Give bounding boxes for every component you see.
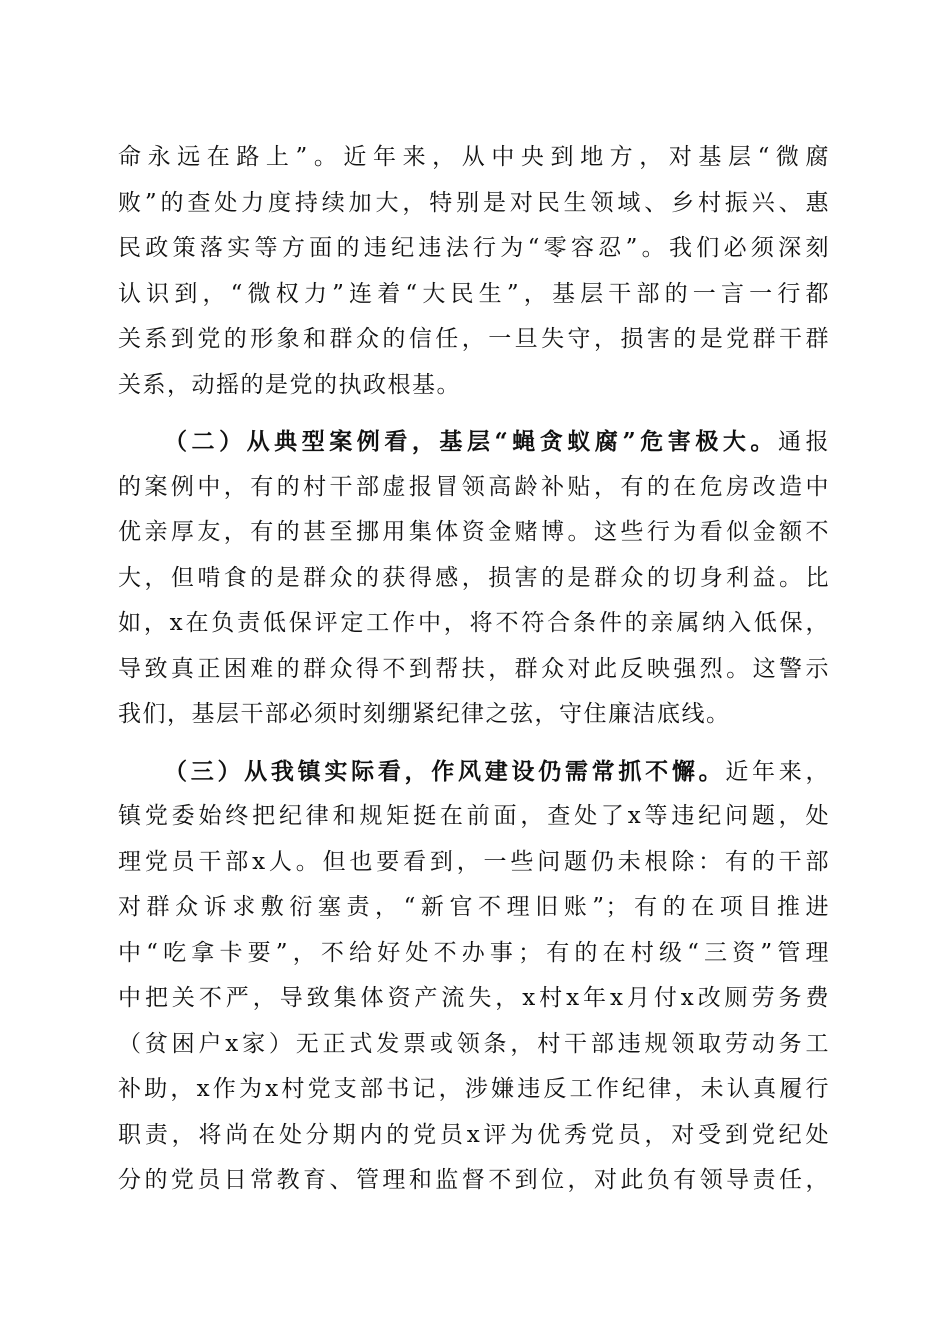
text-line-first [118, 419, 830, 465]
text-line: 中把关不严，导致集体资产流失，x村x年x月付x改厕劳务费 [118, 985, 830, 1011]
text-line: 大，但啃食的是群众的获得感，损害的是群众的切身利益。比 [118, 564, 830, 591]
document-body [118, 135, 830, 1204]
text-line: 镇党委始终把纪律和规矩挺在前面，查处了x等违纪问题，处 [118, 803, 830, 829]
text-line: 中“吃拿卡要”，不给好处不办事；有的在村级“三资”管理 [118, 939, 830, 966]
text-line: 命永远在路上”。近年来，从中央到地方，对基层“微腐 [118, 144, 830, 170]
text-line-first [118, 749, 830, 795]
text-line: （贫困户x家）无正式发票或领条，村干部违规领取劳动务工 [118, 1030, 830, 1057]
text-run: 通报 [777, 429, 830, 455]
paragraph-2 [118, 419, 830, 738]
section-heading-2: （二）从典型案例看，基层“蝇贪蚁腐”危害极大。 [164, 428, 778, 455]
text-line: 我们，基层干部必须时刻绷紧纪律之弦，守住廉洁底线。 [118, 701, 731, 727]
text-line: 对群众诉求敷衍塞责，“新官不理旧账”；有的在项目推进 [118, 894, 830, 920]
paragraph-1 [118, 135, 830, 408]
text-line: 关系到党的形象和群众的信任，一旦失守，损害的是党群干群 [118, 326, 830, 352]
text-line: 认识到，“微权力”连着“大民生”，基层干部的一言一行都 [118, 280, 830, 307]
text-line: 关系，动摇的是党的执政根基。 [118, 371, 461, 398]
text-line: 民政策落实等方面的违纪违法行为“零容忍”。我们必须深刻 [118, 235, 830, 261]
text-line: 败”的查处力度持续加大，特别是对民生领域、乡村振兴、惠 [118, 189, 830, 216]
text-line: 的案例中，有的村干部虚报冒领高龄补贴，有的在危房改造中 [118, 473, 830, 500]
text-run: 近年来， [725, 758, 831, 785]
text-line: 优亲厚友，有的甚至挪用集体资金赌博。这些行为看似金额不 [118, 519, 830, 545]
text-line: 补助，x作为x村党支部书记，涉嫌违反工作纪律，未认真履行 [118, 1076, 830, 1102]
text-line: 职责，将尚在处分期内的党员x评为优秀党员，对受到党纪处 [118, 1121, 830, 1148]
text-line: 理党员干部x人。但也要看到，一些问题仍未根除：有的干部 [118, 848, 830, 875]
text-line: 导致真正困难的群众得不到帮扶，群众对此反映强烈。这警示 [118, 655, 830, 682]
section-heading-3: （三）从我镇实际看，作风建设仍需常抓不懈。 [164, 757, 726, 785]
paragraph-3 [118, 749, 830, 1204]
text-line: 如，x在负责低保评定工作中，将不符合条件的亲属纳入低保， [118, 610, 830, 636]
text-line: 分的党员日常教育、管理和监督不到位，对此负有领导责任， [118, 1167, 830, 1193]
